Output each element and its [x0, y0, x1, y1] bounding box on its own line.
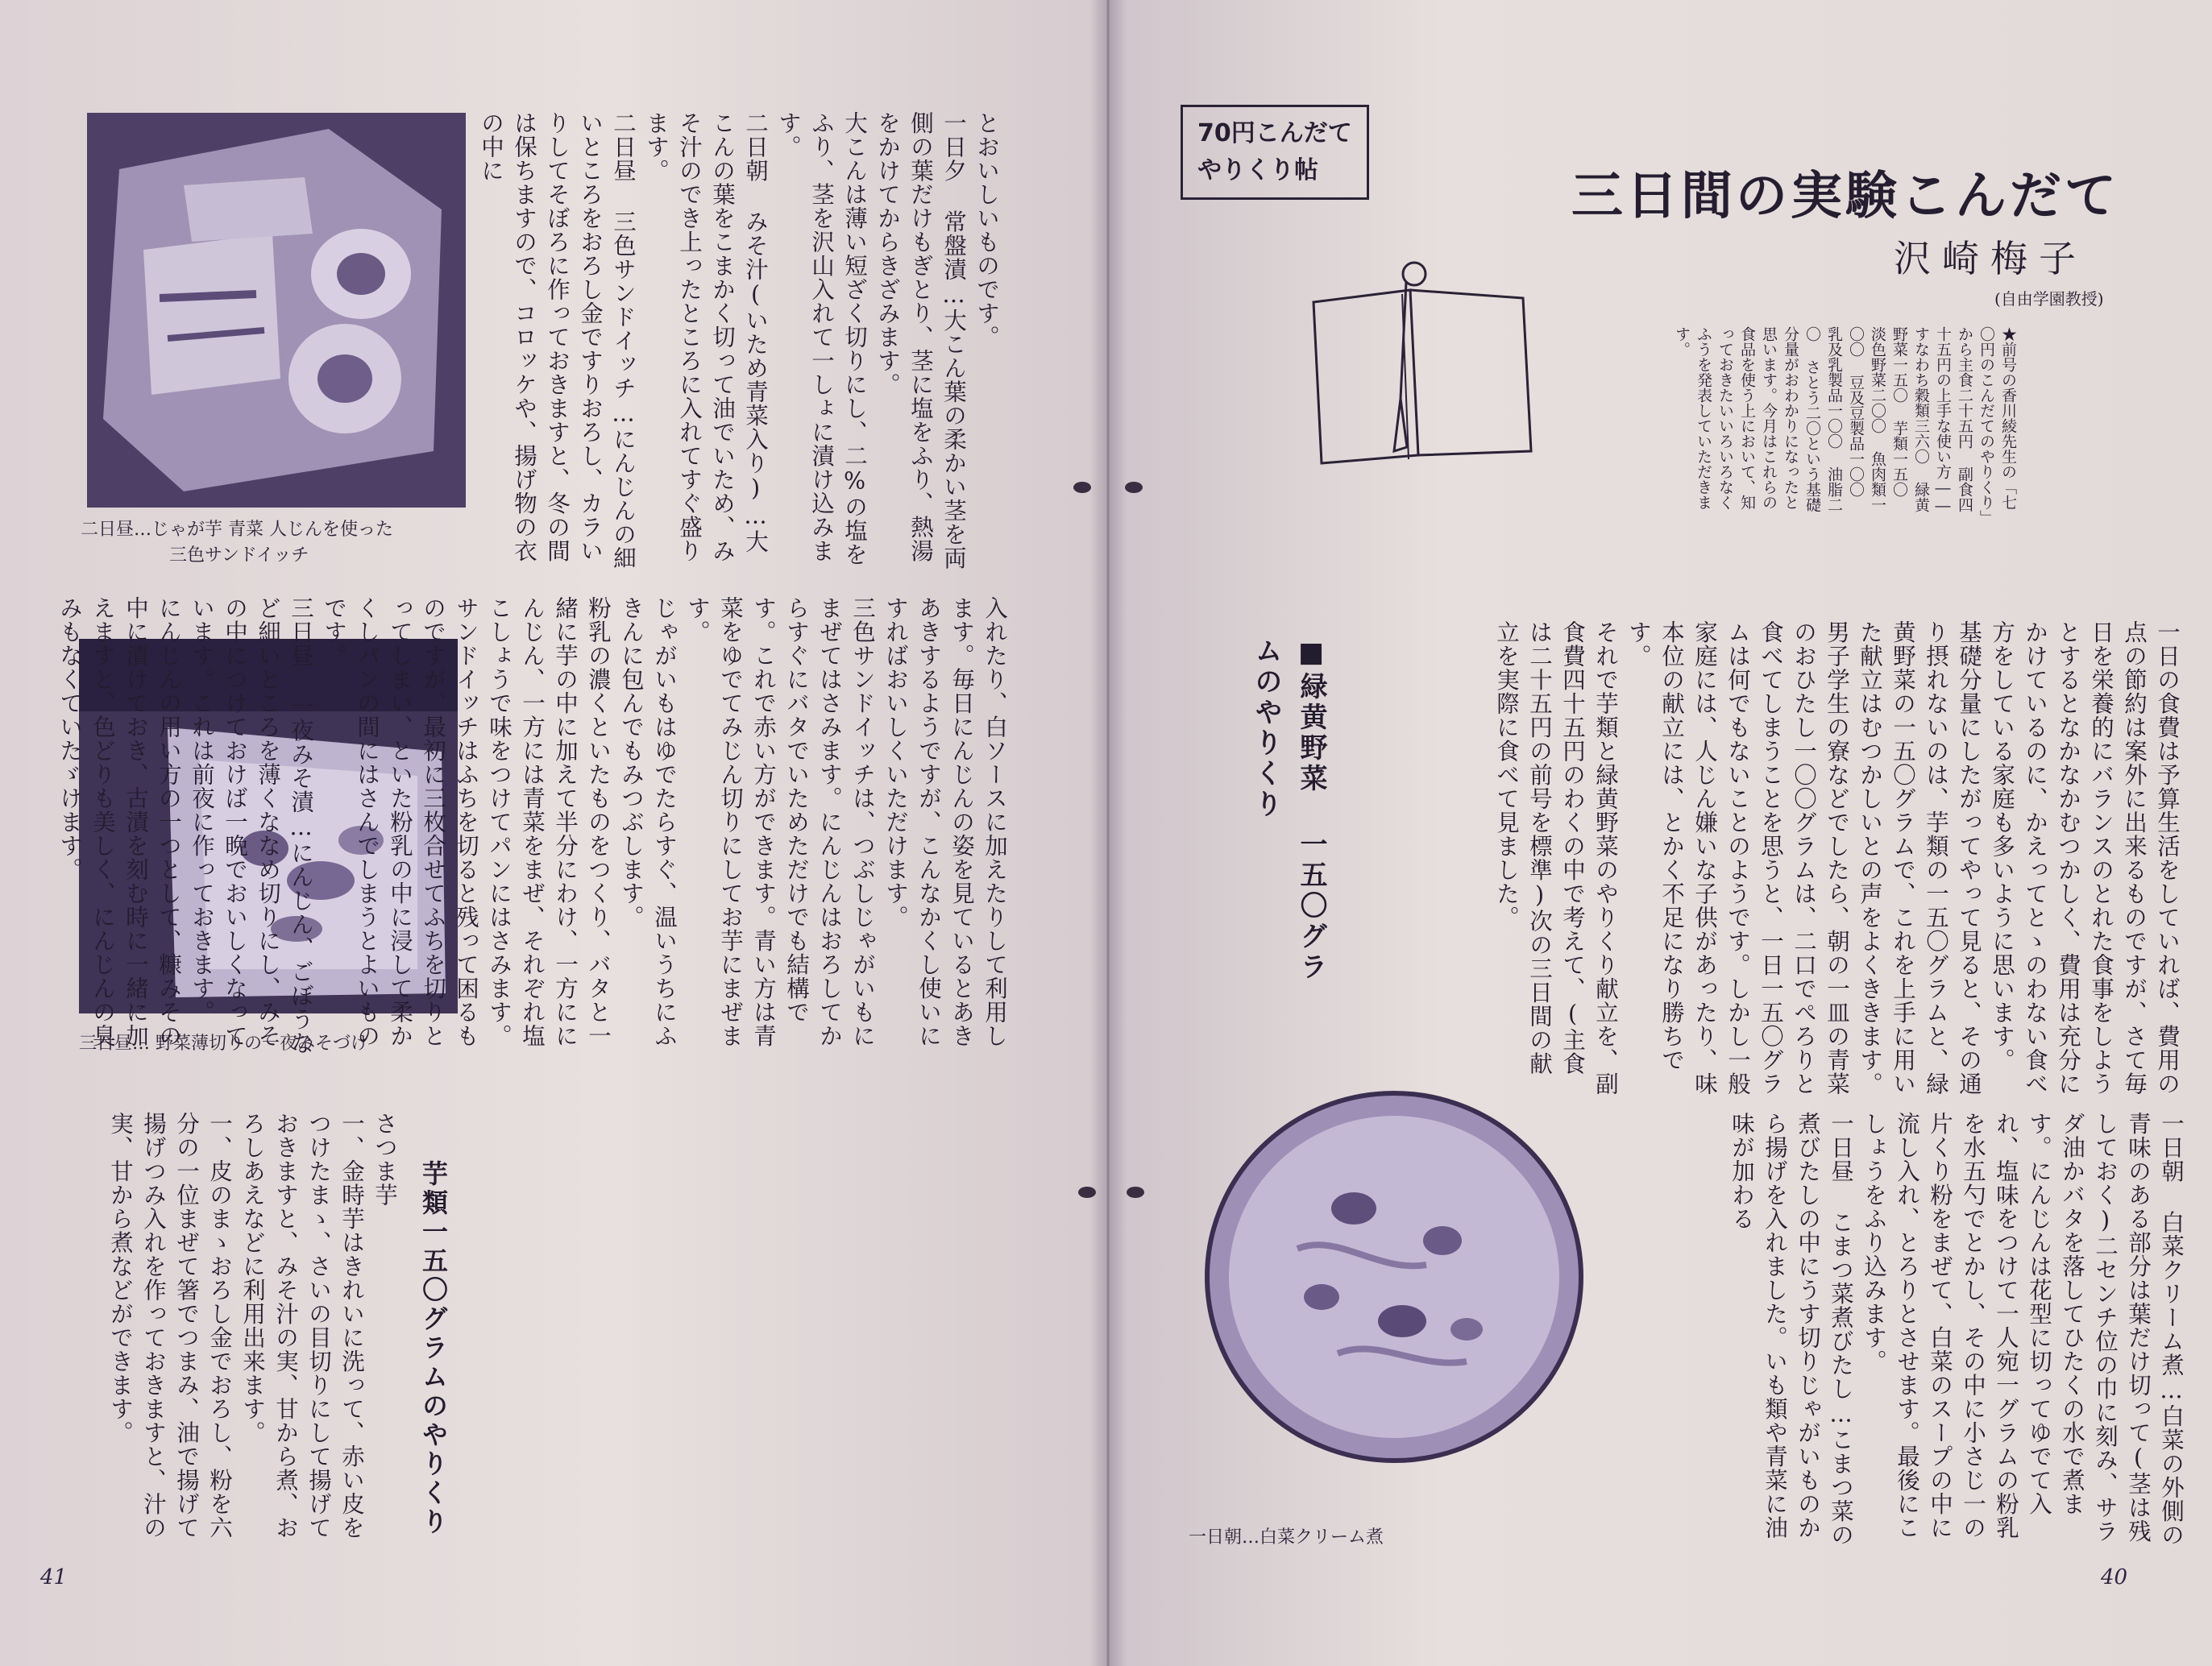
- photo-sandwich-caption-line2: 三色サンドイッチ: [169, 545, 309, 566]
- article-title: 三日間の実験こんだて: [1571, 167, 2119, 226]
- potato-section-heading: 芋類一五〇グラムのやりくり: [418, 1160, 449, 1537]
- bowl-photo: [1201, 1088, 1587, 1466]
- series-badge-line2: やりくり帖: [1197, 156, 1318, 184]
- left-upper-body: とおいしいものです。 一日夕 常盤漬…大こん葉の柔かい茎を両側の葉だけもぎとり、茎に塩をふり、熱湯をかけてからきざみます。 大こんは薄い短ざく切りにし、二%の塩をふり、茎を沢山入れて一しょに漬け込みます。 二日朝 みそ汁(いため青菜入り)…大こんの葉をこまかく切って油でいため、みそ汁のでき上ったところに入れてすぐ盛ります。 二日昼 三色サンドイッチ…にんじんの細いところをおろし金ですりおろし、カラいりしてそぼろに作っておきますと、冬の間は保ちますので、コロッケや、揚げ物の衣の中に: [478, 111, 1000, 570]
- author-name: 沢崎梅子: [1894, 237, 2087, 280]
- series-badge-line1: 70円こんだて: [1197, 119, 1352, 147]
- right-intro-column: [1487, 620, 2184, 1096]
- right-intro-body: 一日の食費は予算生活をしていれば、費用の点の節約は案外に出来るものですが、さて毎日を栄養的にバランスのとれた食事をしようとするとなかなかむつかしく、費用は充分にかけているのに、かえってとゝのわない食べ方をしている家庭も多いように思います。 基礎分量にしたがってやって見ると、その通り摂れないのは、芋類の一五〇グラムと、緑黄野菜の一五〇グラムで、これを上手に用いた献立はむつかしいとの声をよくききます。 男子学生の寮などでしたら、朝の一皿の青菜のおひたし一〇〇グラムは、二口でぺろりと食べてしまうことを思うと、一日一五〇グラムは何でもないことのようです。しかし一般家庭には、人じん嫌いな子供があったり、味本位の献立には、とかく不足になり勝ちです。 それで芋類と緑黄野菜のやりくり献立を、副食費四十五円のわくの中で考えて、(主食は二十五円の前号を標準)次の三日間の献立を実際に食べて見ました。: [1493, 620, 2181, 1096]
- notebook-illustration: [1305, 254, 1547, 479]
- series-note: ★前号の香川綾先生の「七〇円のこんだてのやりくり」から主食二十五円 副食四十五円の上手な使い方――すなわち穀類三六〇 緑黄野菜一五〇 芋類一五〇 淡色野菜二〇〇 魚肉類一〇〇 豆及豆製品一〇〇 乳及乳製品一〇〇 油脂二〇 さとう二〇という基礎分量がおわかりになったと思います。今月はこれらの食品を使う上において、知っておきたいいろいろなくふうを発表していただきます。: [1673, 326, 2017, 518]
- photo-sandwich-caption: [81, 517, 393, 569]
- green-veg-section-heading: ■緑黄野菜 一五〇グラムのやりくり: [1250, 636, 1327, 983]
- staple-hole-lower-right: [1127, 1187, 1144, 1198]
- binding-gutter: [1089, 0, 1127, 1666]
- left-lower-column: [55, 1112, 401, 1563]
- photo-sandwich-caption-line1: 二日昼…じゃが芋 青菜 人じんを使った: [81, 520, 393, 540]
- folio-left: 41: [40, 1565, 68, 1589]
- bowl-photo-caption: 一日朝…白菜クリーム煮: [1189, 1527, 1384, 1548]
- left-upper-column: [478, 111, 1003, 570]
- right-page: [1108, 0, 2212, 1666]
- photo-sandwich: [87, 113, 466, 508]
- author-affiliation: (自由学園教授): [1994, 289, 2104, 309]
- staple-hole-lower-left: [1078, 1187, 1096, 1198]
- series-badge: [1181, 105, 1369, 200]
- sandwich-photo-image: [87, 113, 466, 508]
- right-recipes-body: 一日朝 白菜クリーム煮…白菜の外側の青味のある部分は葉だけ切って(茎は残しておく)二センチ位の巾に刻み、サラダ油かバタを落してひたくの水で煮ます。にんじんは花型に切ってゆでて入れ、塩味をつけて一人宛一グラムの粉乳を水五勺でとかし、その中に小さじ一の片くり粉をまぜて、白菜のスープの中に流し入れ、とろりとさせます。最後にこしょうをふり込みます。 一日昼 こまつ菜煮びたし…こまつ菜の煮びたしの中にうす切りじゃがいものから揚げを入れました。いも類や青菜に油味が加わる: [1729, 1112, 2185, 1547]
- staple-hole-upper-left: [1073, 482, 1091, 493]
- photo-miso-pickles-caption: 三日昼… 野菜薄切りの一夜みそづけ: [79, 1034, 368, 1054]
- right-recipes-column: [1668, 1112, 2188, 1563]
- left-middle-body: 入れたり、白ソースに加えたりして利用します。毎日にんじんの姿を見ているとあきあきするようですが、こんなかくし使いにすればおいしくいただけます。 三色サンドイッチは、つぶしじゃがいもにまぜてはさみます。にんじんはおろしてからすぐにバタでいためただけでも結構です。これで赤い方ができます。青い方は青菜をゆでてみじん切りにしてお芋にまぜます。 じゃがいもはゆでたらすぐ、温いうちにふきんに包んでもみつぶします。 粉乳の濃くといたものをつくり、バタと一緒に芋の中に加えて半分にわけ、一方ににんじん、一方には青菜をまぜ、それぞれ塩こしょうで味をつけてパンにはさみます。 サンドイッチはふちを切ると残って困るものですが、最初に三枚合せてふちを切りとってしまい、といた粉乳の中に浸して柔かくしパンの間にはさんでしまうとよいものです。 三日昼 一夜みそ漬…にんじん、ごぼうなど細いところを薄くななめ切りにし、みその中につけておけば一晩でおいしくなっています。これは前夜に作っておきます。 にんじんの用い方の一つとして、糠みその中に漬けておき、古漬を刻む時に一緒に加えますと、色どりも美しく、にんじんの臭みもなくていたゞけます。: [56, 596, 1008, 1055]
- folio-right: 40: [2101, 1565, 2128, 1589]
- staple-hole-upper-right: [1125, 482, 1143, 493]
- left-lower-body: さつま芋 一、金時芋はきれいに洗って、赤い皮をつけたまゝ、さいの目切りにして揚げておきますと、みそ汁の実、甘から煮、おろしあえなどに利用出来ます。 一、皮のまゝおろし金でおろし、粉を六分の一位まぜて箸でつまみ、油で揚げて揚げつみ入れを作っておきますと、汁の実、甘から煮などができます。: [107, 1112, 398, 1540]
